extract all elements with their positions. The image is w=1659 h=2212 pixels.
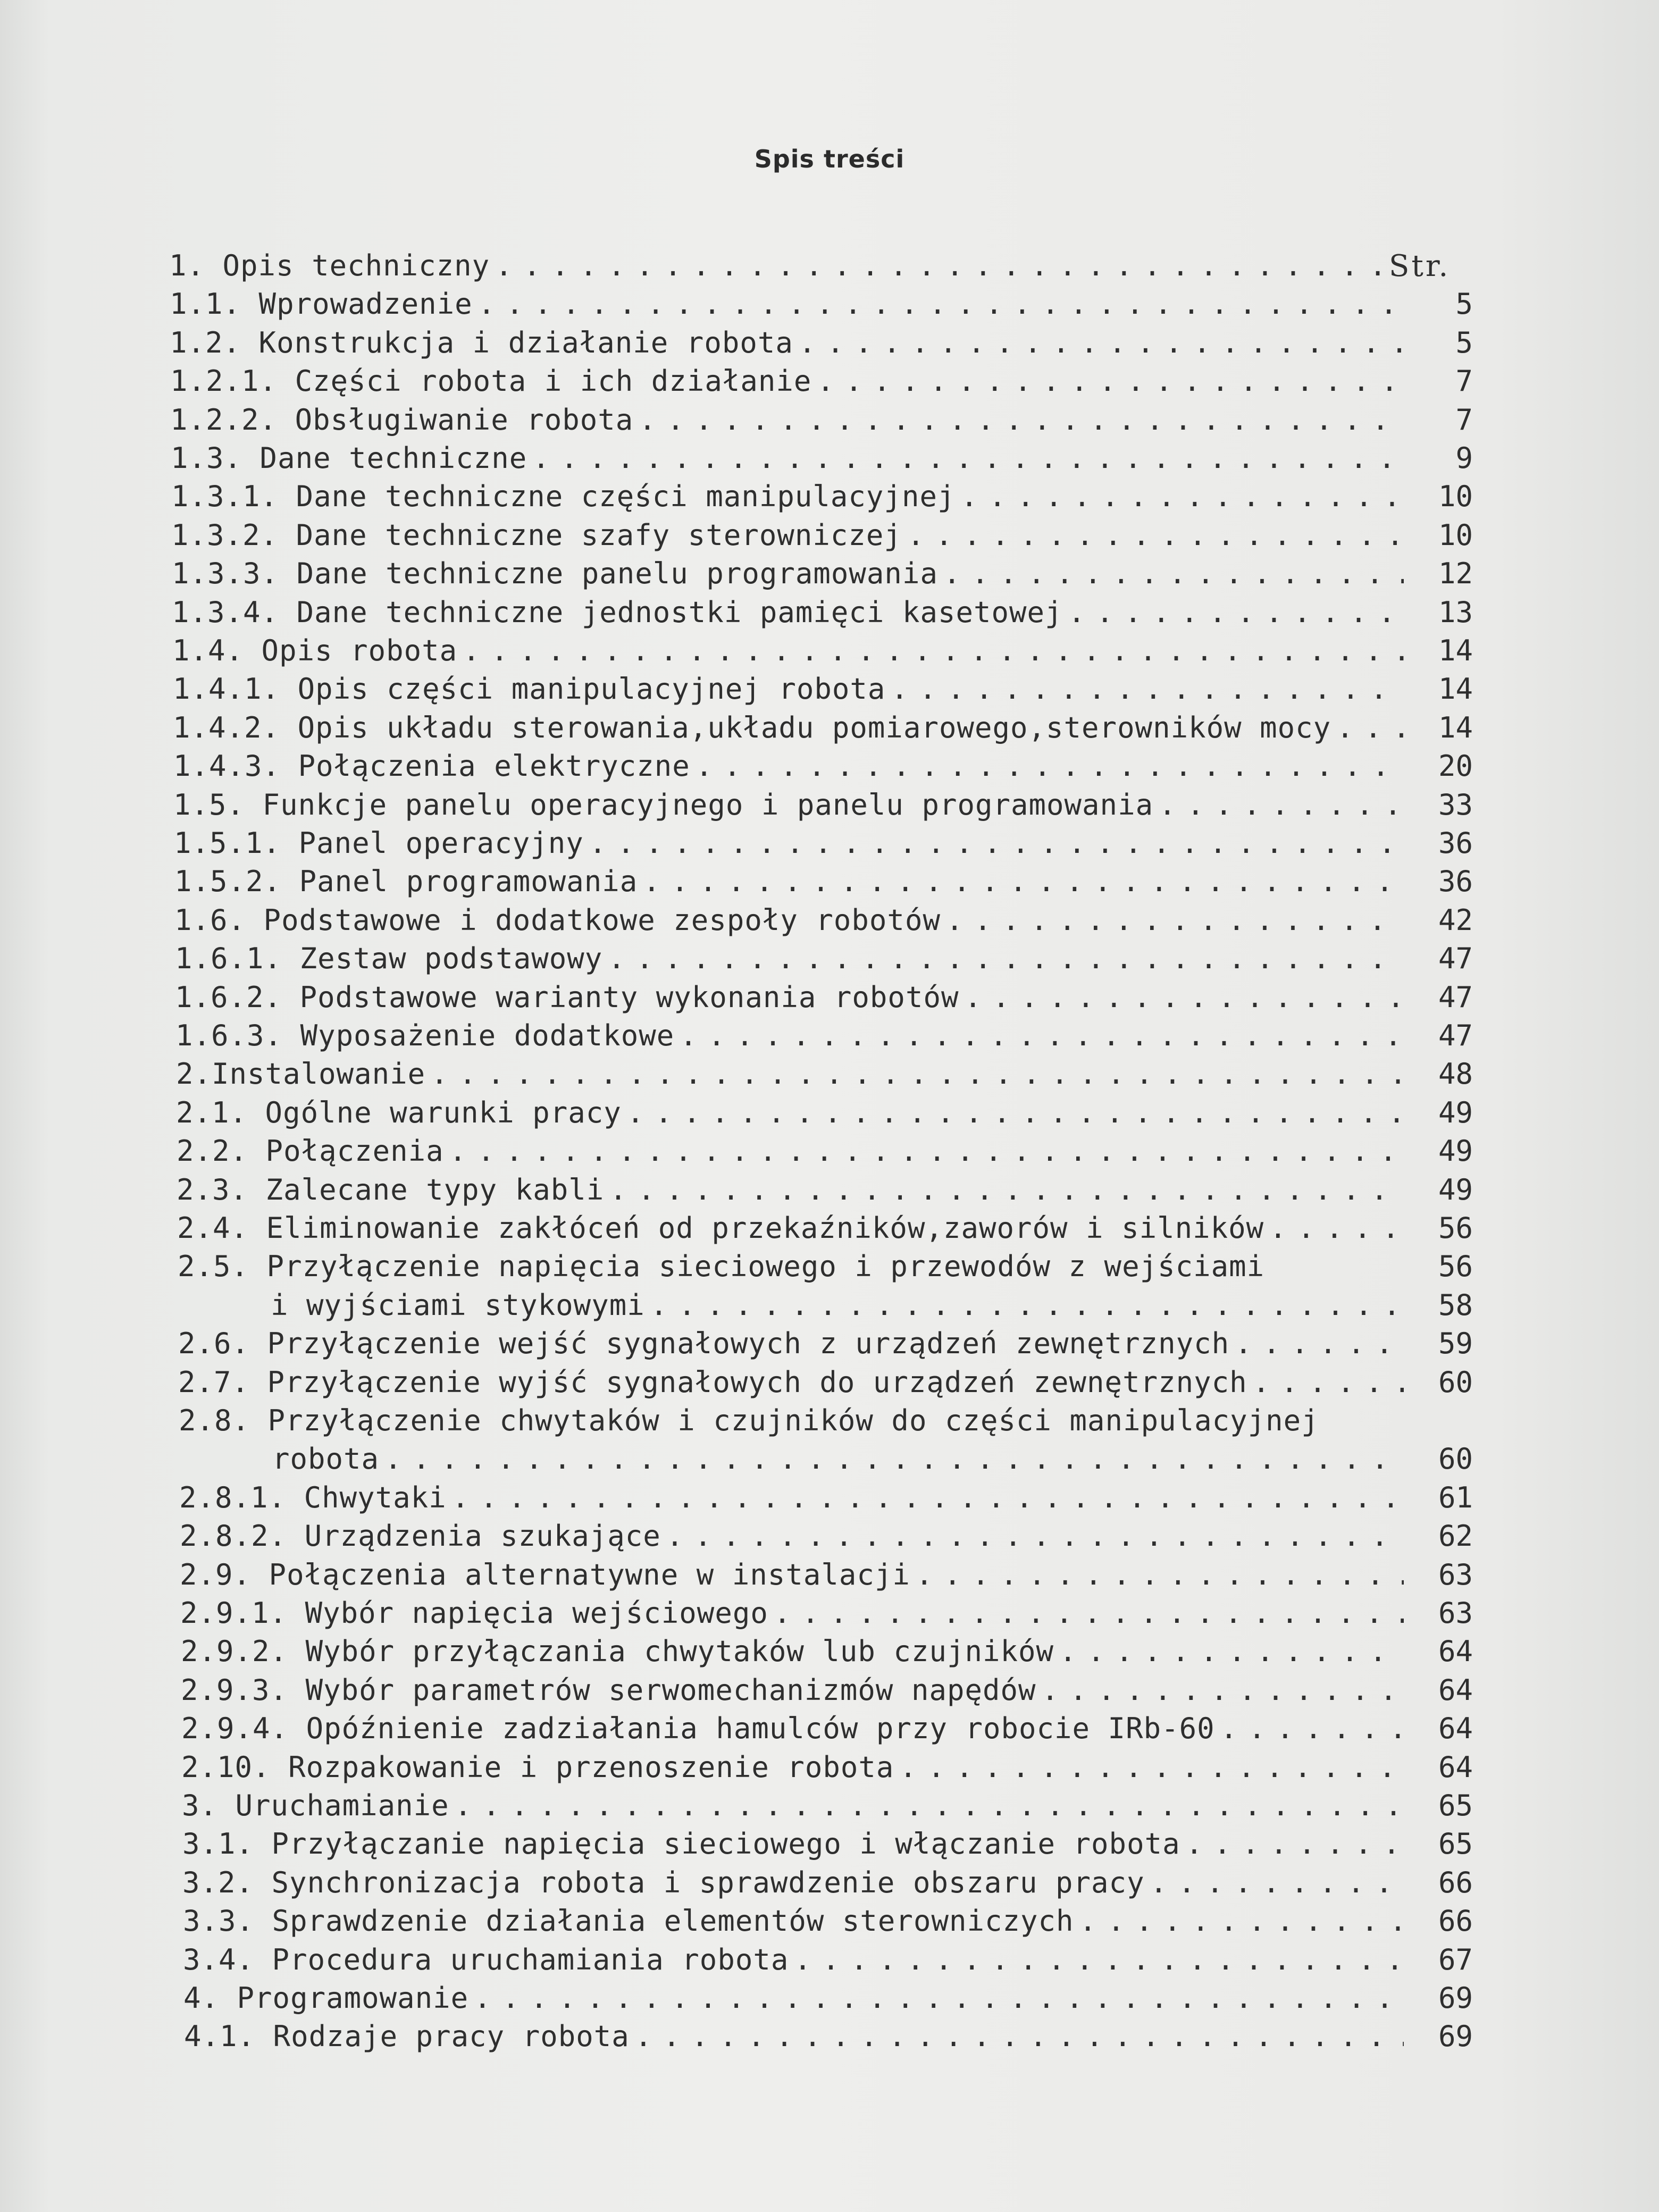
toc-entry xyxy=(169,249,1473,287)
toc-page-number: 64 xyxy=(1438,1712,1473,1745)
toc-entry-title: 1.3.3. Dane techniczne panelu programowania xyxy=(172,557,938,590)
toc-entry-title: 4. Programowanie xyxy=(183,1981,469,2015)
toc-page-number: 60 xyxy=(1438,1365,1473,1399)
toc-entry-title: 1.2. Konstrukcja i działanie robota xyxy=(170,326,793,359)
toc-page-number: 67 xyxy=(1438,1943,1473,1976)
toc-entry-title: 2.8. Przyłączenie chwytaków i czujników do części manipulacyjnej xyxy=(179,1404,1319,1437)
toc-leader-dots xyxy=(1159,788,1404,822)
toc-entry-title: 2.5. Przyłączenie napięcia sieciowego i przewodów z wejściami xyxy=(178,1250,1265,1283)
toc-leader-dots xyxy=(680,1019,1404,1052)
toc-page-number: 14 xyxy=(1438,634,1473,667)
toc-page-number: 20 xyxy=(1438,749,1473,783)
toc-entry xyxy=(170,364,1473,403)
toc-entry-title: 3.2. Synchronizacja robota i sprawdzenie obszaru pracy xyxy=(182,1866,1145,1899)
toc-leader-dots xyxy=(532,441,1404,475)
toc-entry xyxy=(181,1712,1473,1750)
toc-page-number: 9 xyxy=(1455,441,1473,475)
toc-page-number: 7 xyxy=(1455,364,1473,398)
toc-leader-dots xyxy=(609,1173,1404,1206)
toc-leader-dots xyxy=(899,1750,1404,1784)
toc-entry xyxy=(170,326,1473,364)
toc-entry-title: 3.1. Przyłączanie napięcia sieciowego i włączanie robota xyxy=(182,1827,1180,1861)
toc-leader-dots xyxy=(1042,1673,1404,1707)
toc-entry xyxy=(182,1789,1473,1827)
toc-leader-dots xyxy=(643,865,1404,898)
toc-entry xyxy=(183,1904,1473,1942)
toc-entry xyxy=(174,903,1473,942)
toc-entry xyxy=(170,287,1473,325)
toc-entry-title: 1.5. Funkcje panelu operacyjnego i panelu programowania xyxy=(173,788,1154,822)
toc-page-number: 62 xyxy=(1438,1519,1473,1553)
toc-entry xyxy=(177,1134,1473,1172)
toc-leader-dots xyxy=(891,672,1404,706)
toc-entry-title: 2.1. Ogólne warunki pracy xyxy=(176,1096,622,1129)
toc-entry xyxy=(178,1365,1473,1404)
toc-entry-title: 1.2.2. Obsługiwanie robota xyxy=(170,403,634,437)
toc-page-number: 42 xyxy=(1438,903,1473,937)
toc-leader-dots xyxy=(495,249,1404,282)
toc-entry xyxy=(176,1096,1473,1134)
toc-entry-title: 1.4.3. Połączenia elektryczne xyxy=(173,749,690,783)
toc-entry xyxy=(180,1596,1473,1635)
toc-leader-dots xyxy=(639,403,1404,437)
toc-leader-dots xyxy=(794,1943,1404,1976)
toc-entry xyxy=(183,1981,1473,2020)
toc-entry xyxy=(272,1442,1473,1480)
toc-entry xyxy=(179,1481,1473,1519)
toc-entry xyxy=(176,1057,1473,1095)
toc-page-number: 66 xyxy=(1438,1904,1473,1938)
toc-leader-dots xyxy=(627,1096,1404,1129)
toc-entry xyxy=(271,1288,1473,1327)
toc-entry xyxy=(174,865,1473,903)
toc-entry xyxy=(178,1250,1473,1288)
toc-page-number: 14 xyxy=(1438,711,1473,744)
toc-leader-dots xyxy=(589,826,1404,860)
toc-entry xyxy=(179,1404,1473,1442)
toc-leader-dots xyxy=(452,1481,1404,1514)
toc-entry-title: 1.5.1. Panel operacyjny xyxy=(174,826,584,860)
toc-entry-title: 2.Instalowanie xyxy=(176,1057,426,1091)
toc-page-number: 13 xyxy=(1438,596,1473,629)
toc-leader-dots xyxy=(799,326,1404,359)
toc-leader-dots xyxy=(696,749,1404,783)
toc-page-number: 49 xyxy=(1438,1134,1473,1168)
toc-page-number: 56 xyxy=(1438,1250,1473,1283)
toc-entry-title: robota xyxy=(272,1442,380,1476)
toc-leader-dots xyxy=(384,1442,1404,1476)
toc-entry-title: 2.8.2. Urządzenia szukające xyxy=(180,1519,661,1553)
toc-entry xyxy=(173,749,1473,787)
toc-leader-dots xyxy=(1079,1904,1404,1938)
toc-entry xyxy=(177,1173,1473,1211)
page-title: Spis treści xyxy=(754,145,905,173)
toc-leader-dots xyxy=(964,981,1404,1014)
toc-leader-dots xyxy=(774,1596,1404,1630)
toc-entry xyxy=(172,596,1473,634)
toc-entry-title: 2.9. Połączenia alternatywne w instalacji xyxy=(180,1558,910,1591)
toc-page-number: 64 xyxy=(1438,1673,1473,1707)
page-column-label: Str. xyxy=(1389,249,1451,283)
toc-entry xyxy=(175,942,1473,980)
toc-leader-dots xyxy=(943,557,1404,590)
toc-page-number: 12 xyxy=(1438,557,1473,590)
toc-entry xyxy=(175,1019,1473,1057)
toc-page-number: 10 xyxy=(1438,518,1473,552)
toc-entry-title: 2.7. Przyłączenie wyjść sygnałowych do urządzeń zewnętrznych xyxy=(178,1365,1247,1399)
toc-page-number: 10 xyxy=(1438,480,1473,513)
toc-entry-title: 1.1. Wprowadzenie xyxy=(170,287,473,321)
toc-entry-title: 2.9.4. Opóźnienie zadziałania hamulców przy robocie IRb-60 xyxy=(181,1712,1215,1745)
toc-leader-dots xyxy=(817,364,1404,398)
toc-entry-title: 1. Opis techniczny xyxy=(169,249,490,282)
toc-entry-title: i wyjściami stykowymi xyxy=(271,1288,645,1322)
toc-leader-dots xyxy=(449,1134,1404,1168)
toc-entry xyxy=(184,2020,1473,2058)
toc-page-number: 33 xyxy=(1438,788,1473,822)
toc-leader-dots xyxy=(1186,1827,1404,1861)
toc-leader-dots xyxy=(635,2020,1404,2053)
toc-page-number: 47 xyxy=(1438,1019,1473,1052)
toc-leader-dots xyxy=(946,903,1404,937)
toc-page-number: 36 xyxy=(1438,826,1473,860)
toc-entry xyxy=(181,1750,1473,1789)
toc-leader-dots xyxy=(1253,1365,1404,1399)
toc-entry xyxy=(177,1211,1473,1250)
toc-entry-title: 1.2.1. Części robota i ich działanie xyxy=(170,364,812,398)
toc-entry-title: 1.4. Opis robota xyxy=(172,634,458,667)
toc-leader-dots xyxy=(650,1288,1404,1322)
toc-entry-title: 2.9.2. Wybór przyłączania chwytaków lub czujników xyxy=(181,1635,1054,1668)
toc-entry-title: 2.2. Połączenia xyxy=(177,1134,444,1168)
toc-entry xyxy=(173,672,1473,710)
toc-entry xyxy=(173,711,1473,749)
toc-leader-dots xyxy=(1235,1327,1404,1360)
toc-page-number: 64 xyxy=(1438,1750,1473,1784)
toc-leader-dots xyxy=(960,480,1404,513)
toc-entry xyxy=(180,1558,1473,1596)
toc-leader-dots xyxy=(1150,1866,1404,1899)
toc-entry xyxy=(181,1635,1473,1673)
toc-page-number: 49 xyxy=(1438,1096,1473,1129)
toc-page-number: 36 xyxy=(1438,865,1473,898)
toc-entry-title: 3.3. Sprawdzenie działania elementów sterowniczych xyxy=(183,1904,1074,1938)
toc-entry xyxy=(181,1673,1473,1712)
toc-page-number: 66 xyxy=(1438,1866,1473,1899)
toc-entry-title: 1.6.2. Podstawowe warianty wykonania robotów xyxy=(175,981,959,1014)
toc-entry xyxy=(182,1866,1473,1904)
toc-page-number: 49 xyxy=(1438,1173,1473,1206)
toc-entry-title: 2.9.3. Wybór parametrów serwomechanizmów napędów xyxy=(181,1673,1036,1707)
toc-entry-title: 2.8.1. Chwytaki xyxy=(179,1481,447,1514)
toc-page-number: 64 xyxy=(1438,1635,1473,1668)
toc-entry-title: 2.4. Eliminowanie zakłóceń od przekaźników,zaworów i silników xyxy=(177,1211,1264,1245)
toc-entry xyxy=(171,480,1473,518)
toc-entry xyxy=(175,981,1473,1019)
toc-page-number: 48 xyxy=(1438,1057,1473,1091)
toc-entry-title: 1.6.1. Zestaw podstawowy xyxy=(175,942,603,975)
toc-page-number: 61 xyxy=(1438,1481,1473,1514)
toc-entry-title: 2.3. Zalecane typy kabli xyxy=(177,1173,605,1206)
toc-entry xyxy=(172,557,1473,595)
toc-page-number: 69 xyxy=(1438,1981,1473,2015)
toc-entry-title: 1.6.3. Wyposażenie dodatkowe xyxy=(175,1019,675,1052)
toc-leader-dots xyxy=(1269,1211,1404,1245)
toc-page-number: 60 xyxy=(1438,1442,1473,1476)
toc-entry-title: 1.3.2. Dane techniczne szafy sterowniczej xyxy=(171,518,902,552)
toc-page-number: 47 xyxy=(1438,942,1473,975)
toc-entry-title: 4.1. Rodzaje pracy robota xyxy=(184,2020,630,2053)
toc-entry-title: 3. Uruchamianie xyxy=(182,1789,449,1822)
toc-leader-dots xyxy=(666,1519,1404,1553)
toc-entry xyxy=(172,634,1473,672)
toc-leader-dots xyxy=(916,1558,1404,1591)
toc-leader-dots xyxy=(463,634,1404,667)
toc-leader-dots xyxy=(1059,1635,1404,1668)
toc-page-number: 63 xyxy=(1438,1596,1473,1630)
toc-page-number: 47 xyxy=(1438,981,1473,1014)
toc-entry xyxy=(182,1827,1473,1865)
toc-leader-dots xyxy=(1336,711,1404,744)
toc-entry xyxy=(174,826,1473,865)
toc-entry-title: 1.4.1. Opis części manipulacyjnej robota xyxy=(173,672,886,706)
toc-entry-title: 1.6. Podstawowe i dodatkowe zespoły robotów xyxy=(174,903,941,937)
toc-page-number: 69 xyxy=(1438,2020,1473,2053)
toc-leader-dots xyxy=(608,942,1404,975)
toc-leader-dots xyxy=(907,518,1404,552)
toc-page-number: 59 xyxy=(1438,1327,1473,1360)
toc-entry-title: 1.3.1. Dane techniczne części manipulacyjnej xyxy=(171,480,956,513)
toc-page-number: 65 xyxy=(1438,1789,1473,1822)
toc-entry xyxy=(171,441,1473,480)
toc-page-number: 5 xyxy=(1455,326,1473,359)
toc-entry-title: 3.4. Procedura uruchamiania robota xyxy=(183,1943,789,1976)
toc-leader-dots xyxy=(431,1057,1404,1091)
toc-entry xyxy=(183,1943,1473,1981)
toc-entry-title: 1.5.2. Panel programowania xyxy=(174,865,638,898)
toc-page-number: 63 xyxy=(1438,1558,1473,1591)
toc-leader-dots xyxy=(455,1789,1404,1822)
toc-entry-title: 2.10. Rozpakowanie i przenoszenie robota xyxy=(181,1750,894,1784)
toc-leader-dots xyxy=(474,1981,1404,2015)
toc-entry xyxy=(178,1327,1473,1365)
toc-page-number: 7 xyxy=(1455,403,1473,437)
toc-entry xyxy=(171,518,1473,557)
toc-page-number: 5 xyxy=(1455,287,1473,321)
toc-page-number: 65 xyxy=(1438,1827,1473,1861)
toc-entry-title: 1.3. Dane techniczne xyxy=(171,441,527,475)
toc-leader-dots xyxy=(1068,596,1404,629)
toc-leader-dots xyxy=(478,287,1404,321)
toc-entry xyxy=(180,1519,1473,1557)
toc-leader-dots xyxy=(1220,1712,1404,1745)
toc-page-number: 14 xyxy=(1438,672,1473,706)
toc-page-number: 56 xyxy=(1438,1211,1473,1245)
toc-entry-title: 1.4.2. Opis układu sterowania,układu pomiarowego,sterowników mocy xyxy=(173,711,1331,744)
toc-entry-title: 2.6. Przyłączenie wejść sygnałowych z urządzeń zewnętrznych xyxy=(178,1327,1230,1360)
toc-entry-title: 2.9.1. Wybór napięcia wejściowego xyxy=(180,1596,768,1630)
toc-entry xyxy=(170,403,1473,441)
toc-page-number: 58 xyxy=(1438,1288,1473,1322)
toc-entry-title: 1.3.4. Dane techniczne jednostki pamięci kasetowej xyxy=(172,596,1063,629)
toc-entry xyxy=(173,788,1473,826)
